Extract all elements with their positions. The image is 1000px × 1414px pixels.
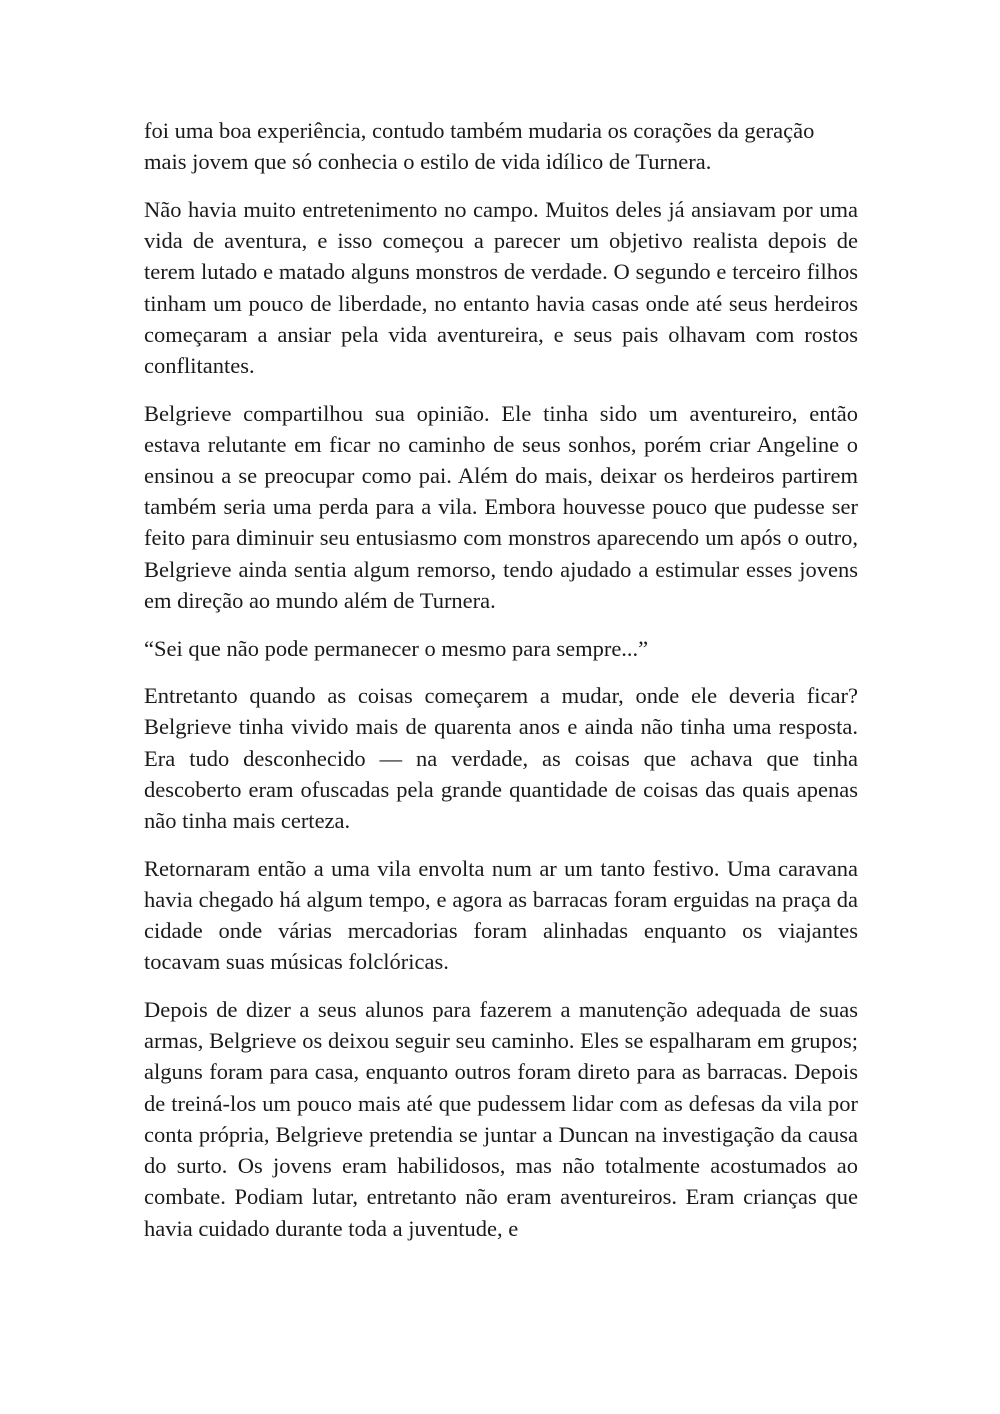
body-text <box>144 115 858 1260</box>
paragraph-1: foi uma boa experiência, contudo também mudaria os corações da geração mais jovem que só conhecia o estilo de vida idílico de Turnera. <box>144 118 815 175</box>
paragraph-7: Depois de dizer a seus alunos para fazerem a manutenção adequada de suas armas, Belgrieve os deixou seguir seu caminho. Eles se espalharam em grupos; alguns foram para casa, enquanto outros foram direto para as barracas. Depois de treiná-los um pouco mais até que pudessem lidar com as defesas da vila por conta própria, Belgrieve pretendia se juntar a Duncan na investigação da causa do surto. Os jovens eram habilidosos, mas não totalmente acostumados ao combate. Podiam lutar, entretanto não eram aventureiros. Eram crianças que havia cuidado durante toda a juventude, e <box>144 997 858 1241</box>
paragraph-3: Belgrieve compartilhou sua opinião. Ele tinha sido um aventureiro, então estava relutante em ficar no caminho de seus sonhos, porém criar Angeline o ensinou a se preocupar como pai. Além do mais, deixar os herdeiros partirem também seria uma perda para a vila. Embora houvesse pouco que pudesse ser feito para diminuir seu entusiasmo com monstros aparecendo um após o outro, Belgrieve ainda sentia algum remorso, tendo ajudado a estimular esses jovens em direção ao mundo além de Turnera. <box>144 400 858 613</box>
paragraph-6: Retornaram então a uma vila envolta num ar um tanto festivo. Uma caravana havia chegado há algum tempo, e agora as barracas foram erguidas na praça da cidade onde várias mercadorias foram alinhadas enquanto os viajantes tocavam suas músicas folclóricas. <box>144 855 858 975</box>
paragraph-2: Não havia muito entretenimento no campo. Muitos deles já ansiavam por uma vida de aventura, e isso começou a parecer um objetivo realista depois de terem lutado e matado alguns monstros de verdade. O segundo e terceiro filhos tinham um pouco de liberdade, no entanto havia casas onde até seus herdeiros começaram a ansiar pela vida aventureira, e seus pais olhavam com rostos conflitantes. <box>144 196 858 378</box>
paragraph-4-quote: “Sei que não pode permanecer o mesmo para sempre...” <box>144 635 649 661</box>
paragraph-5: Entretanto quando as coisas começarem a mudar, onde ele deveria ficar? Belgrieve tinha vivido mais de quarenta anos e ainda não tinha uma resposta. Era tudo desconhecido — na verdade, as coisas que achava que tinha descoberto eram ofuscadas pela grande quantidade de coisas das quais apenas não tinha mais certeza. <box>144 683 858 834</box>
